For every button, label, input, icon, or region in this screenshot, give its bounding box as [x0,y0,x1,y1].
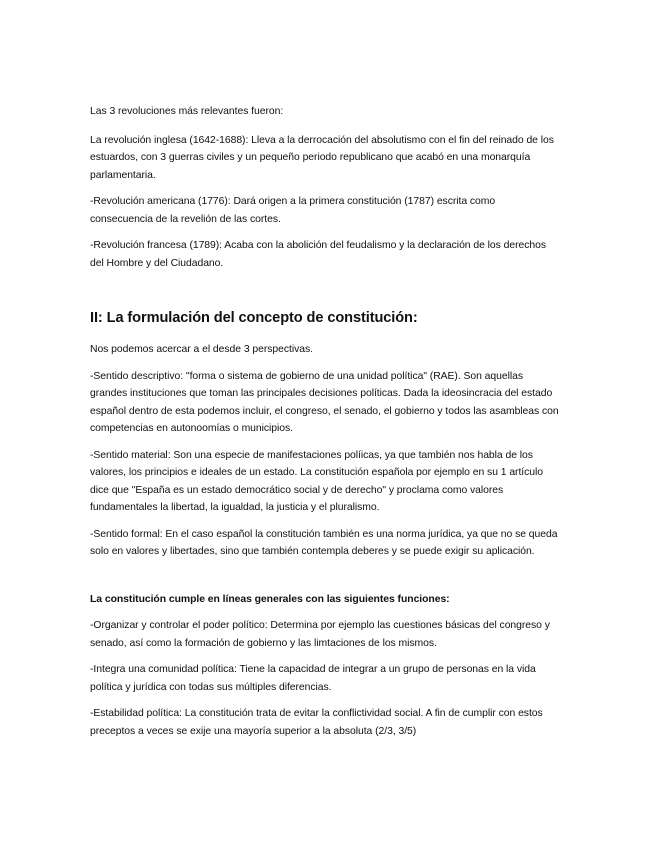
revolution-paragraph-american: -Revolución americana (1776): Dará origen a la primera constitución (1787) escrita como consecuencia de la revelión de las cortes. [90,196,496,225]
perspectives-intro: Nos podemos acercar a el desde 3 perspectivas. [90,344,313,355]
perspective-formal: -Sentido formal: En el caso español la constitución también es una norma jurídica, ya que no se queda solo en valores y libertades, sino que también contempla deberes y se puede exigir su aplicación. [90,528,558,557]
function-stability: -Estabilidad política: La constitución trata de evitar la conflictividad social. A fin de cumplir con estos preceptos a veces se exije una mayoría superior a la absoluta (2/3, 3/5) [90,708,543,737]
document-body [90,103,560,740]
function-integrate: -Integra una comunidad política: Tiene la capacidad de integrar a un grupo de personas en la vida política y jurídica con todas sus múltiples diferencias. [90,664,536,693]
section-heading: II: La formulación del concepto de constitución: [90,310,418,326]
function-organize: -Organizar y controlar el poder político: Determina por ejemplo las cuestiones básicas del congreso y senado, así como la formación de gobierno y las limtaciones de los mismos. [90,620,550,649]
perspective-material: -Sentido material: Son una especie de manifestaciones políicas, ya que también nos habla de los valores, los principios e ideales de un estado. La constitución española por ejemplo en su 1 artículo dice que "España es un estado democrático social y de derecho" y proclama como valores fundamentales la libertad, la igualdad, la justicia y el pluralismo. [90,449,543,513]
perspective-descriptive: -Sentido descriptivo: "forma o sistema de gobierno de una unidad política" (RAE). Son aquellas grandes instituciones que toman las principales decisiones políticas. Dada la ideosincracia del estado español dentro de esta podemos incluir, el congreso, el senado, el gobierno y todos las asambleas con competencias en autonoomías o municipios. [90,370,559,434]
intro-paragraph: Las 3 revoluciones más relevantes fueron: [90,106,284,117]
revolution-paragraph-english: La revolución inglesa (1642-1688): Lleva a la derrocación del absolutismo con el fin del reinado de los estuardos, con 3 guerras civiles y un pequeño periodo republicano que acabó en una monarquía parlamentaria. [90,134,554,181]
revolution-paragraph-french: -Revolución francesa (1789): Acaba con la abolición del feudalismo y la declaración de los derechos del Hombre y del Ciudadano. [90,240,546,269]
functions-heading: La constitución cumple en líneas generales con las siguientes funciones: [90,593,450,605]
